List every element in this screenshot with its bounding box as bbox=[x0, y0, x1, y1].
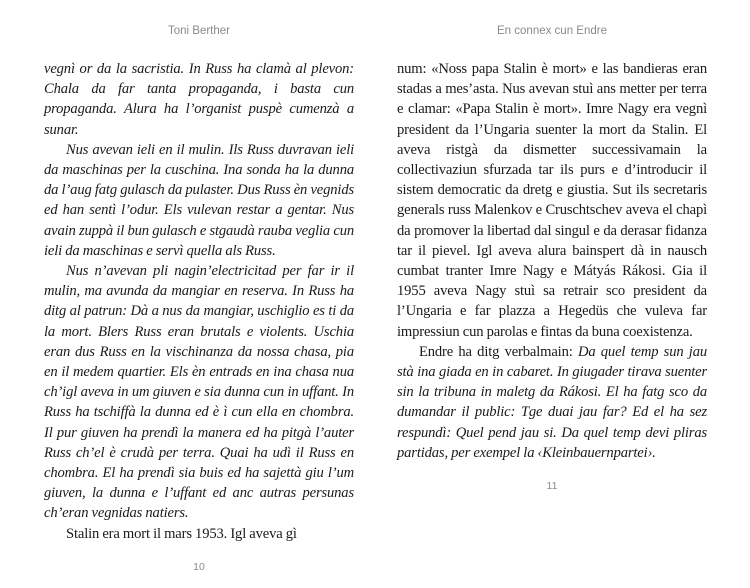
page-number: 10 bbox=[193, 560, 205, 573]
roman-text: Stalin era mort il mars 1953. Igl aveva gì bbox=[66, 525, 297, 542]
right-page bbox=[375, 0, 750, 588]
page-text bbox=[397, 59, 707, 463]
roman-text: num: «Noss papa Stalin è mort» e las bandieras eran stadas a mes’asta. Nus avevan stuì ans metter per terra e clamar: «Papa Stalin è mort». Imre Nagy era vegnì president da l’Ungaria suenter la mort da Stalin. El aveva ristgà da dismetter successivamain la collectivaziun sfurzada tar ils purs e d’introducir il sistem democratic da dretg e giustia. Sut ils secretaris generals russ Malenkov e Cruschtschev aveva el chapì da promover la libertad dal singul e da derasar fidanza tar il pievel. Igl aveva alura bainspert dà in nausch cumbat tranter Imre Nagy e Mátyás Rákosi. Gia il 1955 aveva Nagy stuì sa retrair sco president da l’Ungaria e far plazza a Hegedüs che vuleva far impressiun cun parolas e fintas da buna coexistenza. bbox=[397, 61, 707, 340]
paragraph bbox=[44, 59, 354, 140]
running-head-chapter: En connex cun Endre bbox=[497, 25, 607, 37]
page-number: 11 bbox=[546, 480, 558, 493]
italic-quote: Da quel temp sun jau stà ina giada en in cabaret. In giugader tirava suenter sin la tribuna in maletg da Rákosi. El ha fatg sco da dumandar il public: Tge duai jau far? Ed el ha sez respundì: Quel pend jau si. Da quel temp devi pliras partidas, per exempel la ‹Kleinbauernpartei›. bbox=[397, 343, 707, 461]
paragraph bbox=[44, 140, 354, 261]
italic-text: Nus n’avevan pli nagin’electricitad per far ir il mulin, ma avunda da mangiar en reserva. In Russ ha ditg al patrun: Dà a nus da mangiar, uschiglio es ti da la mort. Blers Russ eran brutals e violents. Uschia eran dus Russ en la vischinanza da nossa chasa, pia en il medem quartier. Els èn entrads en ina chasa nua ch’igl aveva in um giuven e sia dunna cun in uffant. In Russ ha tschiffà la dunna ed è ì cun ella en chombra. Il pur giuven ha prendì la manera ed ha pitgà l’auter Russ ch’el è crudà per terra. Quai ha udì il Russ en chombra. El ha prendì sia buis ed ha sajettà giu l’um giuven, la dunna e l’uffant ed anc autras persunas ch’eran vegnidas natiers. bbox=[44, 263, 354, 522]
page-text bbox=[44, 59, 354, 544]
roman-text: Endre ha ditg verbalmain: bbox=[419, 343, 578, 360]
paragraph bbox=[44, 261, 354, 524]
running-head-author: Toni Berther bbox=[167, 25, 230, 37]
paragraph bbox=[397, 59, 707, 342]
paragraph bbox=[44, 524, 354, 544]
italic-text: Nus avevan ieli en il mulin. Ils Russ duvravan ieli da maschinas per la cuschina. Ina sonda ha la dunna da l’aug fatg gulasch da pulaster. Dus Russ èn vegnids ed han sentì l’odur. Els vulevan restar a gentar. Nus avain zuppà il bun gulasch e stgaudà rauba veglia cun ieli da maschinas e servì quella als Russ. bbox=[44, 141, 354, 259]
italic-text: vegnì or da la sacristia. In Russ ha clamà al plevon: Chala da far tanta propaganda, i basta cun propaganda. Alura ha l’organist puspè cumenzà a sunar. bbox=[44, 61, 354, 138]
paragraph bbox=[397, 342, 707, 463]
